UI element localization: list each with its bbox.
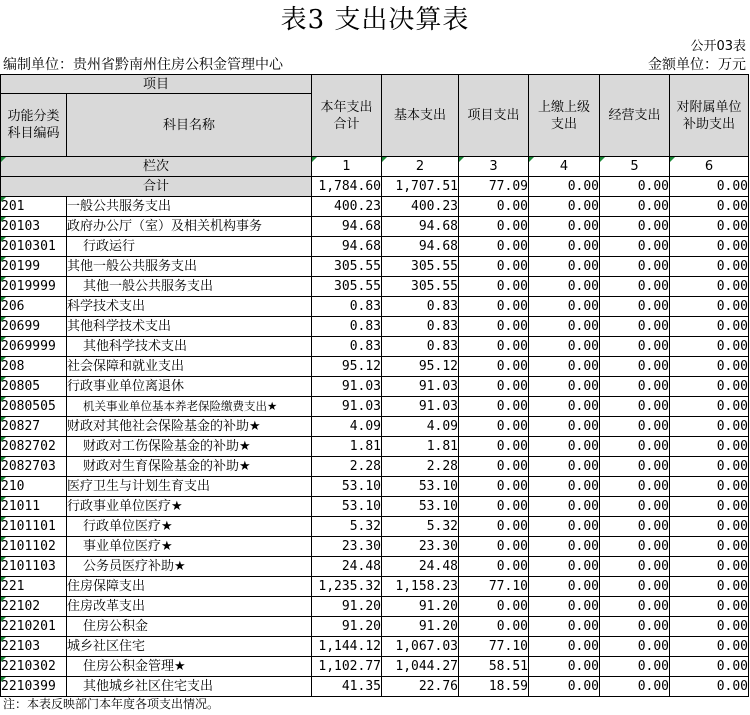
row-value: 0.00	[459, 237, 529, 257]
table-row	[1, 357, 749, 377]
total-label: 合计	[1, 177, 312, 197]
table-row	[1, 597, 749, 617]
row-value: 305.55	[382, 277, 459, 297]
row-value: 0.00	[670, 197, 749, 217]
row-value: 0.00	[459, 197, 529, 217]
row-name: 其他科学技术支出	[67, 337, 312, 357]
row-value: 0.00	[600, 397, 670, 417]
row-name: 财政对工伤保险基金的补助★	[67, 437, 312, 457]
row-code: 20699	[1, 317, 67, 337]
header-subsidy: 对附属单位补助支出	[670, 75, 749, 157]
row-value: 0.00	[670, 597, 749, 617]
row-value: 0.00	[529, 517, 600, 537]
header-remit: 上缴上级支出	[529, 75, 600, 157]
row-value: 4.09	[382, 417, 459, 437]
row-value: 0.00	[670, 617, 749, 637]
row-code: 206	[1, 297, 67, 317]
table-row	[1, 217, 749, 237]
amount-unit: 金额单位：万元	[648, 57, 746, 73]
row-value: 0.00	[529, 457, 600, 477]
row-value: 0.00	[600, 557, 670, 577]
row-value: 0.00	[459, 397, 529, 417]
row-value: 0.00	[600, 297, 670, 317]
row-code: 2082702	[1, 437, 67, 457]
row-value: 0.00	[459, 517, 529, 537]
row-value: 94.68	[312, 217, 382, 237]
row-value: 95.12	[382, 357, 459, 377]
row-value: 0.00	[600, 197, 670, 217]
row-value: 22.76	[382, 677, 459, 697]
row-value: 0.00	[459, 217, 529, 237]
row-value: 0.00	[529, 297, 600, 317]
row-name: 一般公共服务支出	[67, 197, 312, 217]
row-value: 0.00	[670, 297, 749, 317]
row-value: 0.83	[382, 317, 459, 337]
total-value: 0.00	[670, 177, 749, 197]
table-row	[1, 557, 749, 577]
row-value: 0.00	[459, 457, 529, 477]
row-code: 2082703	[1, 457, 67, 477]
row-value: 0.00	[600, 677, 670, 697]
total-value: 77.09	[459, 177, 529, 197]
row-value: 0.83	[312, 297, 382, 317]
table-row	[1, 677, 749, 697]
row-code: 210	[1, 477, 67, 497]
row-code: 2101101	[1, 517, 67, 537]
row-value: 0.00	[529, 337, 600, 357]
header-project: 项目支出	[459, 75, 529, 157]
row-value: 4.09	[312, 417, 382, 437]
row-value: 0.83	[312, 337, 382, 357]
row-code: 20827	[1, 417, 67, 437]
row-value: 53.10	[312, 477, 382, 497]
index-label: 栏次	[1, 157, 312, 177]
row-name: 城乡社区住宅	[67, 637, 312, 657]
row-value: 0.00	[529, 617, 600, 637]
row-value: 0.00	[529, 637, 600, 657]
row-value: 0.00	[600, 257, 670, 277]
row-code: 2080505	[1, 397, 67, 417]
row-name: 财政对生育保险基金的补助★	[67, 457, 312, 477]
row-value: 0.00	[459, 537, 529, 557]
table-row	[1, 617, 749, 637]
row-value: 0.00	[670, 577, 749, 597]
row-code: 201	[1, 197, 67, 217]
row-value: 0.00	[459, 477, 529, 497]
row-code: 2210399	[1, 677, 67, 697]
row-value: 0.00	[600, 437, 670, 457]
row-value: 0.00	[600, 317, 670, 337]
row-value: 0.00	[529, 537, 600, 557]
row-value: 0.00	[529, 557, 600, 577]
row-value: 2.28	[382, 457, 459, 477]
row-value: 0.00	[529, 397, 600, 417]
row-value: 91.20	[312, 597, 382, 617]
row-value: 91.20	[312, 617, 382, 637]
row-code: 20199	[1, 257, 67, 277]
row-value: 0.00	[459, 377, 529, 397]
row-value: 0.00	[670, 237, 749, 257]
row-code: 2069999	[1, 337, 67, 357]
table-row	[1, 497, 749, 517]
total-value: 0.00	[529, 177, 600, 197]
index-number: 3	[459, 157, 529, 177]
header-item: 项目	[1, 75, 312, 94]
row-value: 0.83	[312, 317, 382, 337]
row-value: 0.00	[670, 417, 749, 437]
table-row	[1, 297, 749, 317]
row-code: 2019999	[1, 277, 67, 297]
row-value: 41.35	[312, 677, 382, 697]
row-value: 305.55	[382, 257, 459, 277]
row-name: 事业单位医疗★	[67, 537, 312, 557]
row-value: 94.68	[382, 217, 459, 237]
row-value: 5.32	[312, 517, 382, 537]
row-value: 91.03	[312, 397, 382, 417]
row-value: 0.00	[529, 497, 600, 517]
row-value: 91.03	[312, 377, 382, 397]
table-row	[1, 537, 749, 557]
row-name: 科学技术支出	[67, 297, 312, 317]
row-value: 0.00	[670, 397, 749, 417]
row-value: 0.00	[670, 377, 749, 397]
row-value: 0.00	[600, 457, 670, 477]
index-number: 5	[600, 157, 670, 177]
row-value: 1,235.32	[312, 577, 382, 597]
row-code: 208	[1, 357, 67, 377]
row-value: 0.00	[600, 477, 670, 497]
row-value: 0.00	[529, 657, 600, 677]
row-code: 2210302	[1, 657, 67, 677]
table-row	[1, 377, 749, 397]
row-name: 行政事业单位医疗★	[67, 497, 312, 517]
total-value: 1,784.60	[312, 177, 382, 197]
row-value: 0.00	[529, 357, 600, 377]
index-number: 2	[382, 157, 459, 177]
row-code: 2010301	[1, 237, 67, 257]
row-value: 91.20	[382, 617, 459, 637]
row-value: 0.00	[670, 537, 749, 557]
row-value: 0.00	[459, 337, 529, 357]
row-value: 0.00	[459, 617, 529, 637]
table-row	[1, 517, 749, 537]
row-value: 1,102.77	[312, 657, 382, 677]
row-value: 0.00	[529, 317, 600, 337]
row-value: 0.00	[459, 557, 529, 577]
row-value: 0.00	[529, 597, 600, 617]
row-value: 0.00	[529, 377, 600, 397]
row-value: 0.00	[670, 257, 749, 277]
row-value: 0.00	[600, 357, 670, 377]
row-value: 91.03	[382, 377, 459, 397]
row-name: 机关事业单位基本养老保险缴费支出★	[67, 397, 312, 417]
row-name: 行政运行	[67, 237, 312, 257]
table-row	[1, 257, 749, 277]
row-value: 5.32	[382, 517, 459, 537]
header-name: 科目名称	[67, 94, 312, 157]
row-name: 公务员医疗补助★	[67, 557, 312, 577]
row-value: 400.23	[382, 197, 459, 217]
row-value: 1,044.27	[382, 657, 459, 677]
row-value: 0.00	[529, 217, 600, 237]
row-value: 0.00	[459, 497, 529, 517]
unit-row	[0, 56, 750, 74]
row-value: 0.00	[670, 677, 749, 697]
table-row	[1, 397, 749, 417]
row-name: 其他一般公共服务支出	[67, 277, 312, 297]
table-row	[1, 337, 749, 357]
row-value: 0.00	[459, 437, 529, 457]
table-row	[1, 237, 749, 257]
row-value: 305.55	[312, 257, 382, 277]
row-value: 0.00	[529, 257, 600, 277]
row-value: 23.30	[312, 537, 382, 557]
row-code: 2101102	[1, 537, 67, 557]
row-value: 1,158.23	[382, 577, 459, 597]
table-row	[1, 197, 749, 217]
row-value: 0.83	[382, 297, 459, 317]
header-code: 功能分类科目编码	[1, 94, 67, 157]
row-name: 行政单位医疗★	[67, 517, 312, 537]
row-value: 95.12	[312, 357, 382, 377]
row-value: 400.23	[312, 197, 382, 217]
table-number: 公开03表	[690, 39, 746, 54]
total-value: 1,707.51	[382, 177, 459, 197]
row-name: 政府办公厅（室）及相关机构事务	[67, 217, 312, 237]
row-value: 0.00	[670, 337, 749, 357]
row-value: 0.00	[600, 377, 670, 397]
table-note: 注：本表反映部门本年度各项支出情况。	[3, 697, 220, 711]
row-value: 94.68	[312, 237, 382, 257]
row-name: 其他一般公共服务支出	[67, 257, 312, 277]
row-code: 2101103	[1, 557, 67, 577]
row-value: 0.00	[600, 217, 670, 237]
table-row	[1, 277, 749, 297]
row-value: 1.81	[312, 437, 382, 457]
row-value: 53.10	[382, 497, 459, 517]
row-value: 0.83	[382, 337, 459, 357]
row-value: 0.00	[600, 537, 670, 557]
row-code: 20103	[1, 217, 67, 237]
row-code: 22102	[1, 597, 67, 617]
row-name: 住房改革支出	[67, 597, 312, 617]
page-title: 表3 支出决算表	[280, 5, 470, 35]
table-row	[1, 417, 749, 437]
row-value: 2.28	[312, 457, 382, 477]
table-row	[1, 317, 749, 337]
table-row	[1, 577, 749, 597]
row-value: 0.00	[670, 477, 749, 497]
row-value: 0.00	[600, 337, 670, 357]
row-code: 21011	[1, 497, 67, 517]
row-value: 0.00	[670, 637, 749, 657]
row-value: 0.00	[600, 577, 670, 597]
row-value: 0.00	[600, 657, 670, 677]
row-name: 住房公积金管理★	[67, 657, 312, 677]
row-value: 0.00	[529, 577, 600, 597]
row-code: 2210201	[1, 617, 67, 637]
row-value: 0.00	[670, 497, 749, 517]
row-value: 0.00	[600, 417, 670, 437]
row-name: 财政对其他社会保险基金的补助★	[67, 417, 312, 437]
table-row	[1, 437, 749, 457]
row-value: 0.00	[529, 277, 600, 297]
row-value: 24.48	[382, 557, 459, 577]
row-value: 0.00	[600, 637, 670, 657]
row-value: 0.00	[670, 317, 749, 337]
row-value: 0.00	[529, 477, 600, 497]
row-name: 社会保障和就业支出	[67, 357, 312, 377]
row-value: 0.00	[670, 217, 749, 237]
index-number: 1	[312, 157, 382, 177]
row-code: 22103	[1, 637, 67, 657]
row-code: 20805	[1, 377, 67, 397]
row-value: 0.00	[459, 357, 529, 377]
row-value: 0.00	[670, 457, 749, 477]
row-value: 0.00	[459, 297, 529, 317]
row-value: 24.48	[312, 557, 382, 577]
row-value: 305.55	[312, 277, 382, 297]
row-value: 0.00	[529, 437, 600, 457]
table-row	[1, 477, 749, 497]
row-value: 0.00	[670, 357, 749, 377]
row-value: 0.00	[600, 237, 670, 257]
row-value: 0.00	[529, 197, 600, 217]
row-value: 0.00	[529, 237, 600, 257]
row-name: 住房公积金	[67, 617, 312, 637]
row-value: 53.10	[382, 477, 459, 497]
row-value: 0.00	[600, 497, 670, 517]
row-value: 0.00	[529, 417, 600, 437]
row-value: 0.00	[459, 257, 529, 277]
compiling-unit: 编制单位：贵州省黔南州住房公积金管理中心	[3, 57, 283, 73]
row-value: 0.00	[459, 597, 529, 617]
row-value: 77.10	[459, 577, 529, 597]
row-value: 0.00	[459, 317, 529, 337]
row-name: 其他科学技术支出	[67, 317, 312, 337]
row-value: 18.59	[459, 677, 529, 697]
row-value: 1,067.03	[382, 637, 459, 657]
row-value: 0.00	[529, 677, 600, 697]
table-row	[1, 637, 749, 657]
row-value: 0.00	[459, 417, 529, 437]
row-value: 0.00	[600, 617, 670, 637]
row-name: 行政事业单位离退休	[67, 377, 312, 397]
row-value: 0.00	[600, 517, 670, 537]
row-value: 0.00	[670, 437, 749, 457]
row-value: 23.30	[382, 537, 459, 557]
row-name: 住房保障支出	[67, 577, 312, 597]
row-name: 医疗卫生与计划生育支出	[67, 477, 312, 497]
header-total: 本年支出合计	[312, 75, 382, 157]
row-value: 0.00	[670, 517, 749, 537]
row-value: 94.68	[382, 237, 459, 257]
expenditure-table	[0, 74, 749, 697]
row-value: 91.20	[382, 597, 459, 617]
row-value: 1,144.12	[312, 637, 382, 657]
row-value: 1.81	[382, 437, 459, 457]
header-basic: 基本支出	[382, 75, 459, 157]
table-row	[1, 457, 749, 477]
row-value: 0.00	[670, 557, 749, 577]
index-number: 4	[529, 157, 600, 177]
row-value: 77.10	[459, 637, 529, 657]
row-code: 221	[1, 577, 67, 597]
row-value: 53.10	[312, 497, 382, 517]
header-business: 经营支出	[600, 75, 670, 157]
table-row	[1, 657, 749, 677]
total-value: 0.00	[600, 177, 670, 197]
row-value: 91.03	[382, 397, 459, 417]
row-value: 0.00	[600, 597, 670, 617]
row-value: 58.51	[459, 657, 529, 677]
row-name: 其他城乡社区住宅支出	[67, 677, 312, 697]
row-value: 0.00	[670, 277, 749, 297]
row-value: 0.00	[459, 277, 529, 297]
index-number: 6	[670, 157, 749, 177]
row-value: 0.00	[600, 277, 670, 297]
row-value: 0.00	[670, 657, 749, 677]
